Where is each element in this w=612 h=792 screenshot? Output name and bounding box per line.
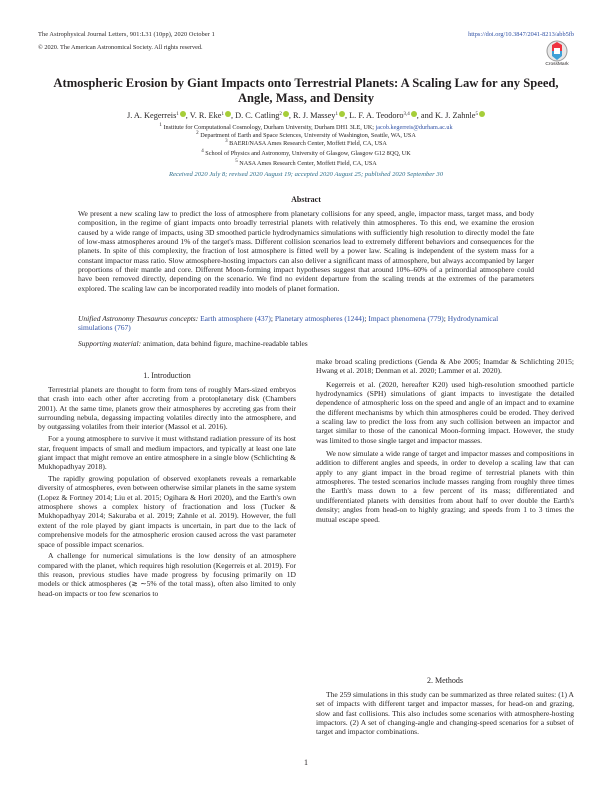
author-name: V. R. Eke <box>189 111 222 120</box>
keyword-link[interactable]: Hydrodynamical simulations (767) <box>78 314 499 333</box>
copyright-line: © 2020. The American Astronomical Society. All rights reserved. <box>38 44 203 51</box>
paragraph: A challenge for numerical simulations is the low density of an atmosphere compared with the planet, which requires high resolution (Kegerreis et al. 2019). For this reason, previous studies have made progress by focusing primarily on 1D models or thick atmospheres (≳ ∼5% of the total mass), often also limited to only head-on impacts or too few scenarios to <box>38 551 296 598</box>
keywords <box>78 314 534 333</box>
section-heading-methods: 2. Methods <box>427 676 463 685</box>
affiliation-text: NASA Ames Research Center, Moffett Field, CA, USA <box>239 160 377 167</box>
keywords-label: Unified Astronomy Thesaurus concepts: <box>78 314 199 323</box>
affiliation-1 <box>30 124 582 132</box>
affiliation-text: Institute for Computational Cosmology, Durham University, Durham DH1 3LE, UK; <box>163 124 375 131</box>
crossmark-label: CrossMark <box>545 62 569 67</box>
author-name: K. J. Zahnle <box>434 111 476 120</box>
affiliation-text: School of Physics and Astronomy, University of Glasgow, Glasgow G12 8QQ, UK <box>205 150 411 157</box>
methods-body <box>316 690 574 737</box>
abstract-heading: Abstract <box>291 195 321 204</box>
affiliation-text: BAERI/NASA Ames Research Center, Moffett Field, CA, USA <box>229 140 387 147</box>
affiliation-4 <box>30 150 582 158</box>
author-separator: , and <box>416 111 435 120</box>
keyword-separator: ; <box>364 314 367 323</box>
affiliation-marker: 1 <box>159 123 162 128</box>
author-affiliation-marker: 2 <box>279 112 282 117</box>
paragraph: Kegerreis et al. (2020, hereafter K20) used high-resolution smoothed particle hydrodynamics (SPH) simulations of giant impacts to investigate the detailed dependence of atmospheric loss on the speed and angle of an impact and to examine the different mechanisms by which thin atmospheres could be eroded. They derived a scaling law to predict the loss from any such collision between an impactor and target similar to those of the canonical Moon-forming impact. However, the study was limited to those single target and impactor masses. <box>316 379 574 445</box>
author-separator: , <box>344 111 350 120</box>
affiliation-5 <box>30 160 582 168</box>
author-affiliation-marker: 5 <box>475 112 478 117</box>
right-column <box>316 357 574 524</box>
author-separator: , <box>185 111 190 120</box>
crossmark-icon <box>546 40 568 62</box>
left-column <box>38 385 296 598</box>
paper-title: Atmospheric Erosion by Giant Impacts onto Terrestrial Planets: A Scaling Law for any Speed, Angle, Mass, and Density <box>53 76 559 105</box>
author-name: R. J. Massey <box>293 111 336 120</box>
author-affiliation-marker: 1 <box>176 112 179 117</box>
affiliation-marker: 3 <box>225 139 228 144</box>
supporting-label: Supporting material: <box>78 339 142 348</box>
keyword-link[interactable]: Impact phenomena (779) <box>366 314 444 323</box>
author-name: L. F. A. Teodoro <box>349 111 404 120</box>
supporting-material <box>78 339 534 348</box>
paragraph: The 259 simulations in this study can be summarized as three related suites: (1) A set of impacts with different target and impactor masses, for head-on and grazing, slow and fast collisions. This also includes some scenarios with atmosphere-hosting impactors. (2) A set of changing-angle and changing-speed scenarios for a subset of target and impactor combinations. <box>316 690 574 737</box>
author-affiliation-marker: 3,4 <box>403 112 410 117</box>
author-list <box>30 111 582 121</box>
affiliation-3 <box>30 140 582 148</box>
paragraph: The rapidly growing population of observed exoplanets reveals a remarkable diversity of atmospheres, even between otherwise similar planets in the same system (Lopez & Fortney 2014; Liu et al. 2015; Ogihara & Hori 2020), and the Earth's own atmosphere shows a complex history of fractionation and loss (Tucker & Mukhopadhyay 2014; Sakuraba et al. 2019; Zahnle et al. 2019). However, the full extent of the role played by giant impacts is uncertain, in part due to the lack of comprehensive models for the atmospheric erosion caused across the vast parameter space of possible impact scenarios. <box>38 474 296 549</box>
keyword-link[interactable]: Earth atmosphere (437) <box>200 314 271 323</box>
affiliation-2 <box>30 132 582 140</box>
keyword-separator: ; <box>443 314 446 323</box>
page-number: 1 <box>304 758 308 767</box>
author-affiliation-marker: 1 <box>221 112 224 117</box>
affiliation-text: Department of Earth and Space Sciences, University of Washington, Seattle, WA, USA <box>200 132 416 139</box>
doi-link[interactable]: https://doi.org/10.3847/2041-8213/abb5fb <box>468 31 574 38</box>
affiliation-marker: 2 <box>196 131 199 136</box>
orcid-icon[interactable] <box>479 111 485 117</box>
journal-header: The Astrophysical Journal Letters, 901:L31 (10pp), 2020 October 1 <box>38 31 215 38</box>
author-separator: , <box>230 111 236 120</box>
supporting-text: animation, data behind figure, machine-readable tables <box>143 339 308 348</box>
author-name: D. C. Catling <box>235 111 280 120</box>
paragraph: make broad scaling predictions (Genda & Abe 2005; Inamdar & Schlichting 2015; Hwang et al. 2018; Denman et al. 2020; Lammer et al. 2020). <box>316 357 574 376</box>
crossmark-badge[interactable] <box>540 40 574 67</box>
paragraph: For a young atmosphere to survive it must withstand radiation pressure of its host star, frequent impacts of small and medium impactors, and typically at least one late giant impact that might remove an entire atmosphere in a single blow (Schlichting & Mukhopadhyay 2018). <box>38 434 296 472</box>
abstract-body: We present a new scaling law to predict the loss of atmosphere from planetary collisions for any speed, angle, impactor mass, target mass, and body composition, in the regime of giant impacts onto broadly terrestrial planets with relatively thin atmospheres. To this end, we examine the erosion caused by a wide range of impacts, using 3D smoothed particle hydrodynamics simulations with sufficiently high resolution to directly model the fate of low-mass atmospheres around 1% of the target's mass. Different collision scenarios lead to extremely different behaviors and consequences for the planets. In spite of this complexity, the fraction of lost atmosphere is fitted well by a power law. Scaling is independent of the system mass for a constant impactor mass ratio. Slow atmosphere-hosting impactors can also deliver a significant mass of atmosphere, but always accompanied by larger proportions of their mantle and core. Different Moon-forming impact hypotheses suggest that around 10%–60% of a primordial atmosphere could have been removed directly, depending on the scenario. We find no evident departure from the scaling trends at the extremes of the parameters explored. The scaling law can be incorporated readily into models of planet formation. <box>78 209 534 293</box>
author-affiliation-marker: 1 <box>335 112 338 117</box>
keyword-link[interactable]: Planetary atmospheres (1244) <box>272 314 365 323</box>
section-heading-introduction: 1. Introduction <box>143 371 191 380</box>
affiliation-marker: 4 <box>201 149 204 154</box>
keyword-separator: ; <box>270 314 273 323</box>
affiliation-marker: 5 <box>235 159 238 164</box>
received-dates: Received 2020 July 8; revised 2020 August 19; accepted 2020 August 25; published 2020 September 30 <box>168 171 443 178</box>
author-name: J. A. Kegerreis <box>126 111 177 120</box>
author-email-link[interactable]: jacob.kegerreis@durham.ac.uk <box>375 124 453 131</box>
paragraph: We now simulate a wide range of target and impactor masses and compositions in addition to different angles and speeds, in order to develop a scaling law that can apply to any giant impact in the broad regime of terrestrial planets with thin atmospheres. The tested scenarios include masses ranging from roughly three times the Earth's mass down to a few percent of its mass; differentiated and undifferentiated planets with densities from about half to over double the Earth's density; angles from head-on to highly grazing; and speeds from 1 to 3 times the mutual escape speed. <box>316 449 574 524</box>
paragraph: Terrestrial planets are thought to form from tens of roughly Mars-sized embryos that crash into each other after accreting from a protoplanetary disk (Chambers 2001). At the same time, planets grow their atmospheres by accreting gas from their surrounding nebula, degassing impacting volatiles directly into the atmosphere, and by outgassing volatiles from their interior (Massol et al. 2016). <box>38 385 296 432</box>
author-separator: , <box>288 111 294 120</box>
